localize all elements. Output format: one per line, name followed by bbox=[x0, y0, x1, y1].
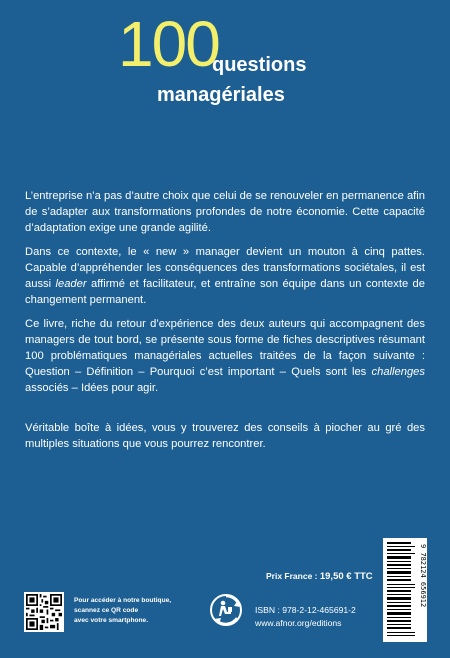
title-number: 100 bbox=[118, 8, 219, 80]
website[interactable]: www.afnor.org/editions bbox=[255, 618, 342, 628]
p3-text-b: associés – Idées pour agir. bbox=[25, 382, 159, 394]
isbn: ISBN : 978-2-12-465691-2 bbox=[255, 605, 356, 615]
qr-text-line-3: avec votre smartphone. bbox=[74, 617, 149, 624]
barcode-digits: 9 782124 656912 bbox=[419, 544, 427, 608]
qr-text-line-1: Pour accéder à notre boutique, bbox=[74, 597, 172, 604]
barcode-graphic bbox=[383, 538, 427, 642]
title-line-1: questions bbox=[212, 54, 307, 76]
p3-text-a: Ce livre, riche du retour d’expérience des deux auteurs qui accompagnent des managers de tout bord, se présente sous forme de fiches descriptives résumant 100 problématiques managériales actuelles traitées de la façon suivante : Question – Définition – Pourquoi c’est important – Quels sont les bbox=[25, 318, 425, 378]
p2-italic: leader bbox=[55, 278, 87, 290]
qr-code-graphic bbox=[26, 594, 62, 630]
price-value: 19,50 € TTC bbox=[319, 571, 373, 582]
title-line-2: managériales bbox=[157, 84, 285, 106]
blurb-paragraph-1: L’entreprise n’a pas d’autre choix que celui de se renouveler en permanence afin de s’adapter aux transformations profondes de notre économie. Cette capacité d’adaptation exige une grande agilité. bbox=[25, 190, 425, 234]
qr-instructions bbox=[74, 596, 194, 626]
barcode-icon bbox=[383, 538, 427, 642]
price-label: Prix France : bbox=[266, 571, 320, 581]
publisher-info bbox=[255, 604, 356, 630]
p3-italic: challenges bbox=[371, 366, 425, 378]
blurb bbox=[25, 188, 425, 460]
blurb-paragraph-3 bbox=[25, 316, 425, 396]
price bbox=[266, 571, 373, 582]
recycling-logo-graphic bbox=[209, 590, 243, 630]
p2-text-a: Dans ce contexte, le « new » manager devient un mouton à cinq pattes. Capable d’appréhender les conséquences des transformations sociétales, il est aussi bbox=[25, 246, 425, 290]
title-block bbox=[0, 0, 450, 120]
qr-text-line-2: scannez ce QR code bbox=[74, 607, 139, 614]
blurb-paragraph-2 bbox=[25, 244, 425, 308]
p2-text-b: affirmé et facilitateur, et entraîne son équipe dans un contexte de changement permanent. bbox=[25, 278, 425, 306]
qr-code-icon[interactable] bbox=[24, 592, 64, 632]
recycling-logo-icon bbox=[209, 590, 243, 630]
blurb-paragraph-4: Véritable boîte à idées, vous y trouverez des conseils à piocher au gré des multiples situations que vous pourrez rencontrer. bbox=[25, 422, 425, 450]
